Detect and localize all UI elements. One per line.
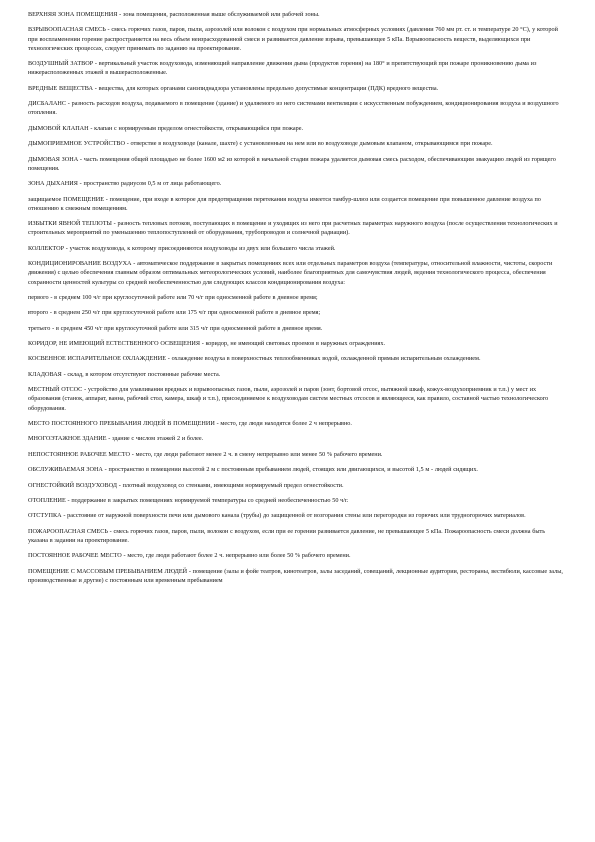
term-entry: [28, 339, 563, 348]
term-separator: -: [166, 355, 172, 363]
term-entry: [28, 481, 563, 490]
term-name: КОЛЛЕКТОР: [28, 244, 65, 252]
term-entry: [28, 527, 563, 545]
term-entry: [28, 124, 563, 133]
term-name: КЛАДОВАЯ: [28, 370, 62, 378]
term-entry: [28, 59, 563, 77]
term-entry: [28, 496, 563, 505]
term-definition: место, где люди работают менее 2 ч. в смену непрерывно или менее 50 % рабочего времени.: [135, 450, 383, 458]
term-definition: склад, в котором отсутствуют постоянные рабочие места.: [67, 370, 221, 378]
term-separator: -: [214, 420, 221, 428]
term-definition: клапан с нормируемым пределом огнестойкости, открывающийся при пожаре.: [94, 124, 304, 132]
term-entry: [28, 324, 563, 333]
term-entry: [28, 84, 563, 93]
term-separator: -: [102, 466, 109, 474]
term-separator: -: [130, 450, 136, 458]
term-entry: [28, 354, 563, 363]
term-definition: здание с числом этажей 2 и более.: [112, 435, 204, 443]
term-separator: -: [50, 324, 56, 332]
term-entry: [28, 99, 563, 117]
term-entry: [28, 567, 563, 585]
term-entry: [28, 385, 563, 413]
term-name: ДЫМОПРИЕМНОЕ УСТРОЙСТВО: [28, 140, 125, 148]
term-name: ПОСТОЯННОЕ РАБОЧЕЕ МЕСТО: [28, 552, 122, 560]
term-name: третьего: [28, 324, 51, 332]
term-entry: [28, 465, 563, 474]
term-entry: [28, 419, 563, 428]
term-entry: [28, 219, 563, 237]
term-entry: [28, 195, 563, 213]
term-name: ПОЖАРООПАСНАЯ СМЕСЬ: [28, 527, 108, 535]
term-definition: смесь горючих газов, паров, пыли, аэрозолей или волокон с воздухом при нормальных атмосферных условиях (давлении 760 мм рт. ст. и температуре 20 °С), у которой при воспламенении горение распространяется на весь объем неизрасходованной смеси и развивается давление взрыва, превышающее 5 кПа. Взрывоопасность веществ, выделяющихся при технологических процессах, следует принимать по заданию на проектирование.: [28, 26, 558, 52]
term-name: ДИСБАЛАНС: [28, 100, 67, 108]
term-definition: помещение, при входе в которое для предотвращения перетекания воздуха имеется тамбур-шлюз или создается помещение при повышенное давление воздуха по отношению к смежным помещениям.: [28, 195, 541, 212]
term-definition: смесь горючих газов, паров, пыли, волокон с воздухом, если при ее горении развивается давление, не превышающее 5 кПа. Пожароопасность смеси должна быть указана в задании на проектирование.: [28, 527, 546, 544]
term-entry: [28, 450, 563, 459]
term-name: ДЫМОВОЙ КЛАПАН: [28, 124, 89, 132]
term-name: ОГНЕСТОЙКИЙ ВОЗДУХОВОД: [28, 481, 117, 489]
term-name: МЕСТО ПОСТОЯННОГО ПРЕБЫВАНИЯ ЛЮДЕЙ В ПОМЕЩЕНИИ: [28, 420, 215, 428]
term-separator: -: [131, 260, 138, 268]
term-definition: пространство в помещении высотой 2 м с постоянным пребыванием людей, стоящих или двигающихся, и высотой 1,5 м - людей сидящих.: [108, 466, 478, 474]
term-entry: [28, 370, 563, 379]
term-name: ВРЕДНЫЕ ВЕЩЕСТВА: [28, 84, 93, 92]
term-entry: [28, 10, 563, 19]
term-separator: -: [117, 481, 123, 489]
term-separator: -: [64, 244, 70, 252]
term-name: ДЫМОВАЯ ЗОНА: [28, 155, 79, 163]
term-definition: устройство для улавливания вредных и взрывоопасных газов, пыли, аэрозолей и паров (зонт, бортовой отсос, вытяжной шкаф, кожух-воздухоприемник и т.п.) у мест их образования (станок, аппарат, ванна, рабочий стол, камера, шкаф и т.п.), присоединяемое к воздуховодам систем местных отсосов и являющееся, как правило, составной частью технологического оборудования.: [28, 386, 549, 412]
term-separator: -: [105, 26, 112, 34]
term-name: ЗОНА ДЫХАНИЯ: [28, 180, 78, 188]
term-definition: расстояние от наружной поверхности печи или дымового канала (трубы) до защищенной от возгорания стены или перегородки из горючих или трудногорючих материалов.: [67, 512, 526, 520]
term-name: ПОМЕЩЕНИЕ С МАССОВЫМ ПРЕБЫВАНИЕМ ЛЮДЕЙ: [28, 567, 188, 575]
term-name: КОНДИЦИОНИРОВАНИЕ ВОЗДУХА: [28, 260, 132, 268]
term-definition: помещение (залы и фойе театров, кинотеатров, залы заседаний, совещаний, лекционные аудитории, рестораны, вестибюли, кассовые залы, производственные и другие) с постоянным или временным пребыванием: [28, 567, 563, 584]
term-definition: место, где люди работают более 2 ч. непрерывно или более 50 % рабочего времени.: [127, 552, 351, 560]
term-definition: вещества, для которых органами санэпиднадзора установлены предельно допустимые концентрации (ПДК) вредного вещества.: [98, 84, 439, 92]
term-definition: в среднем 100 ч/г при круглосуточной работе или 70 ч/г при односменной работе в дневное время;: [54, 293, 318, 301]
term-entry: [28, 511, 563, 520]
term-definition: отверстие в воздуховоде (канале, шахте) с установленным на нем или во воздуховоде дымовым клапаном, открывающимся при пожаре.: [130, 140, 493, 148]
term-name: защищаемое ПОМЕЩЕНИЕ: [28, 195, 105, 203]
term-separator: -: [65, 497, 72, 504]
term-definition: охлаждение воздуха в поверхностных теплообменниках водой, охлажденной прямым испарительным охлаждением.: [171, 355, 481, 363]
term-entry: [28, 293, 563, 302]
term-name: КОРИДОР, НЕ ИМЕЮЩИЙ ЕСТЕСТВЕННОГО ОСВЕЩЕНИЯ: [28, 340, 201, 348]
term-name: ОТОПЛЕНИЕ: [28, 497, 66, 504]
term-definition: плотный воздуховод со стенками, имеющими нормируемый предел огнестойкости.: [122, 481, 344, 489]
term-separator: -: [48, 309, 54, 317]
term-definition: участок воздуховода, к которому присоединяются воздуховоды из двух или большего числа этажей.: [69, 244, 336, 252]
term-entry: [28, 244, 563, 253]
term-name: ВОЗДУШНЫЙ ЗАТВОР: [28, 60, 94, 68]
term-name: второго: [28, 309, 49, 317]
term-separator: -: [82, 386, 88, 394]
term-separator: -: [107, 527, 114, 535]
term-separator: -: [117, 11, 123, 18]
term-entry: [28, 179, 563, 188]
term-separator: -: [78, 155, 84, 163]
term-separator: -: [111, 220, 118, 228]
term-definition: автоматическое поддержание в закрытых помещениях всех или отдельных параметров воздуха (температуры, относительной влажности, чистоты, скорости движения) с целью обеспечения главным образом оптимальных метеорологических условий, наиболее благоприятных для самочувствия людей, ведения технологического процесса, обеспечения сохранности ценностей культуры со средней необеспеченностью для следующих классов кондиционирования воздуха:: [28, 260, 553, 286]
term-name: КОСВЕННОЕ ИСПАРИТЕЛЬНОЕ ОХЛАЖДЕНИЕ: [28, 355, 166, 363]
term-name: первого: [28, 293, 49, 301]
term-separator: -: [124, 140, 131, 148]
term-definition: поддержание в закрытых помещениях нормируемой температуры со средней необеспеченностью 50 ч/г.: [71, 497, 349, 504]
term-entry: [28, 139, 563, 148]
term-separator: -: [48, 293, 55, 301]
term-name: МЕСТНЫЙ ОТСОС: [28, 386, 83, 394]
term-separator: -: [61, 512, 68, 520]
term-definition: разность тепловых потоков, поступающих в помещение и уходящих из него при расчетных параметрах наружного воздуха (после осуществления технологических и строительных мероприятий по уменьшению теплопоступлений от оборудования, трубопроводов и солнечной радиации).: [28, 220, 558, 237]
term-separator: -: [104, 195, 110, 203]
term-separator: -: [200, 340, 206, 348]
term-name: НЕПОСТОЯННОЕ РАБОЧЕЕ МЕСТО: [28, 450, 131, 458]
term-definition: зона помещения, расположенная выше обслуживаемой или рабочей зоны.: [122, 11, 320, 18]
term-definition: часть помещения общей площадью не более 1600 м2 из которой в начальной стадии пожара удаляется дымовая смесь расходом, обеспечивающим эвакуацию людей из горящего помещения.: [28, 155, 556, 172]
term-separator: -: [88, 124, 95, 132]
term-definition: в среднем 450 ч/г при круглосуточной работе или 315 ч/г при односменной работе в дневное время.: [55, 324, 323, 332]
term-entry: [28, 308, 563, 317]
term-entry: [28, 259, 563, 287]
term-entry: [28, 155, 563, 173]
term-separator: -: [93, 60, 99, 68]
term-definition: пространство радиусом 0,5 м от лица работающего.: [83, 180, 222, 188]
term-definition: в среднем 250 ч/г при круглосуточной работе или 175 ч/г при односменной работе в дневное время;: [53, 309, 321, 317]
term-definition: коридор, не имеющий световых проемов в наружных ограждениях.: [205, 340, 386, 348]
term-separator: -: [93, 84, 99, 92]
term-name: ВЕРХНЯЯ ЗОНА ПОМЕЩЕНИЯ: [28, 11, 118, 18]
term-definition: разность расходов воздуха, подаваемого в помещение (здание) и удаляемого из него системами вентиляции с искусственным побуждением, кондиционирования воздуха и воздушного отопления.: [28, 100, 559, 117]
term-name: ВЗРЫВООПАСНАЯ СМЕСЬ: [28, 26, 106, 34]
term-name: МНОГОЭТАЖНОЕ ЗДАНИЕ: [28, 435, 107, 443]
term-separator: -: [187, 567, 193, 575]
term-name: ОТСТУПКА: [28, 512, 62, 520]
term-separator: -: [77, 180, 84, 188]
term-entry: [28, 551, 563, 560]
document-page: [28, 10, 563, 838]
term-name: ИЗБЫТКИ ЯВНОЙ ТЕПЛОТЫ: [28, 220, 112, 228]
term-separator: -: [121, 552, 128, 560]
term-separator: -: [66, 100, 72, 108]
term-separator: -: [106, 435, 113, 443]
term-definition: место, где люди находятся более 2 ч непрерывно.: [220, 420, 352, 428]
term-separator: -: [61, 370, 68, 378]
term-name: ОБСЛУЖИВАЕМАЯ ЗОНА: [28, 466, 103, 474]
term-entry: [28, 25, 563, 53]
term-definition: вертикальный участок воздуховода, изменяющий направление движения дыма (продуктов горения) на 180° и препятствующий при пожаре проникновению дыма из нижерасположенных этажей в вышерасположенные.: [28, 60, 537, 77]
term-entry: [28, 434, 563, 443]
